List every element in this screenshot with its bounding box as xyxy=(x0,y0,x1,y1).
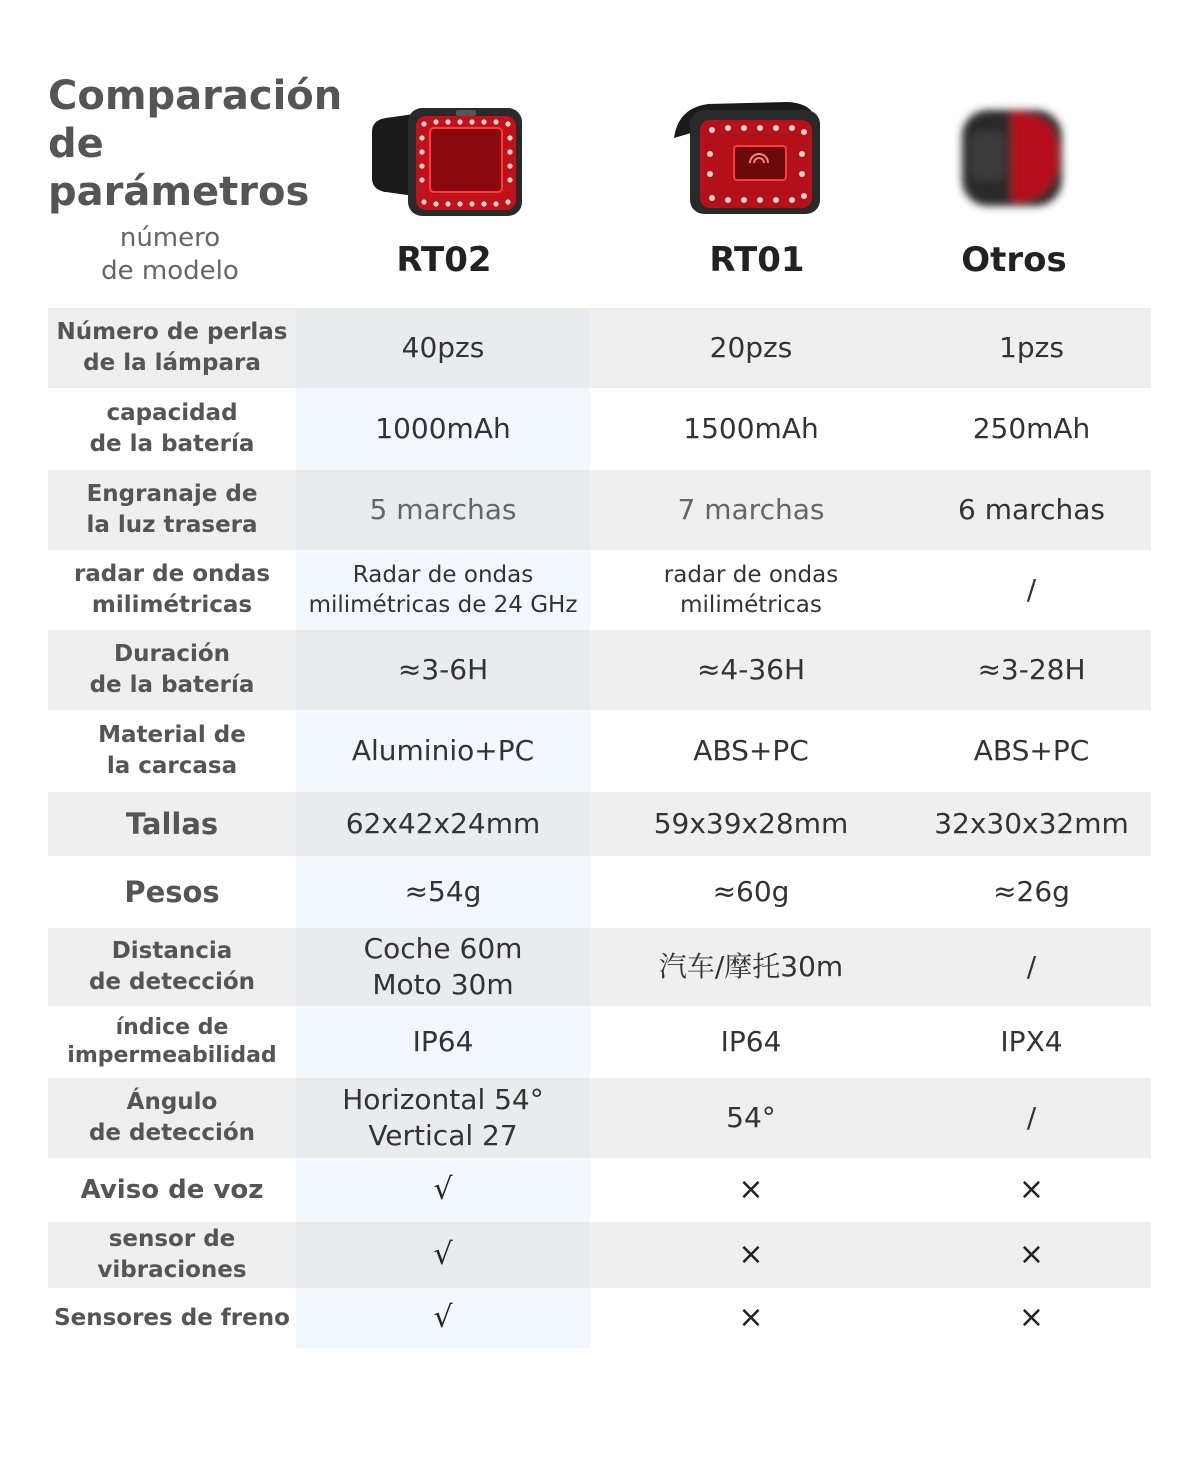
label-line: de la batería xyxy=(89,431,255,457)
row-label xyxy=(48,792,296,856)
row-label xyxy=(48,308,296,388)
cell-rt02 xyxy=(296,1006,590,1078)
cell-rt01 xyxy=(590,1222,912,1288)
row-label xyxy=(48,550,296,630)
value: ≈3-28H xyxy=(977,653,1086,686)
value: IP64 xyxy=(720,1025,782,1058)
cell-otros xyxy=(912,1006,1151,1078)
row-label xyxy=(48,928,296,1006)
label-line: Duración xyxy=(113,641,231,667)
model-name-rt02: RT02 xyxy=(396,240,492,280)
cell-otros xyxy=(912,1158,1151,1222)
label-line: impermeabilidad xyxy=(67,1043,277,1068)
cell-rt02 xyxy=(296,1158,590,1222)
row-label xyxy=(48,388,296,470)
table-row-vibration-sensor xyxy=(48,1222,1151,1288)
value: ≈60g xyxy=(712,875,790,908)
label-line: de detección xyxy=(88,969,256,995)
table-row-brake-sensors xyxy=(48,1288,1151,1348)
table-row-detection-angle xyxy=(48,1078,1151,1158)
cross-mark: × xyxy=(1018,1172,1045,1207)
rt01-taillight-image xyxy=(668,98,824,218)
value: Moto 30m xyxy=(372,968,514,1001)
value: / xyxy=(1026,573,1037,606)
table-row-detection-distance xyxy=(48,928,1151,1006)
value: 6 marchas xyxy=(958,493,1105,526)
cell-otros xyxy=(912,1288,1151,1348)
value: ≈4-36H xyxy=(696,653,806,686)
label-line: Distancia xyxy=(111,938,233,964)
cell-otros xyxy=(912,1222,1151,1288)
value: Vertical 27 xyxy=(368,1119,518,1152)
check-mark: √ xyxy=(433,1237,453,1272)
value: 1500mAh xyxy=(683,412,819,445)
row-label xyxy=(48,470,296,550)
cell-otros xyxy=(912,308,1151,388)
title-line-2: de parámetros xyxy=(48,121,310,215)
cell-rt01 xyxy=(590,710,912,792)
row-label xyxy=(48,630,296,710)
cell-rt02 xyxy=(296,470,590,550)
other-taillight-blurred-image xyxy=(952,96,1072,216)
check-mark: √ xyxy=(433,1172,453,1207)
value: 20pzs xyxy=(709,331,793,364)
cell-rt02 xyxy=(296,792,590,856)
cell-rt01 xyxy=(590,308,912,388)
value: 62x42x24mm xyxy=(345,807,541,840)
cell-rt02 xyxy=(296,630,590,710)
cell-rt02 xyxy=(296,550,590,630)
table-row-battery-life xyxy=(48,630,1151,710)
cross-mark: × xyxy=(1018,1237,1045,1272)
row-label xyxy=(48,1222,296,1288)
value: 250mAh xyxy=(972,412,1091,445)
cell-rt01 xyxy=(590,550,912,630)
value: 5 marchas xyxy=(369,493,517,526)
cell-rt02 xyxy=(296,308,590,388)
row-label xyxy=(48,710,296,792)
cell-rt01 xyxy=(590,928,912,1006)
label-line: vibraciones xyxy=(97,1257,247,1283)
label-line: radar de ondas xyxy=(73,561,271,587)
label-line: Pesos xyxy=(124,874,220,909)
table-row-housing-material xyxy=(48,710,1151,792)
label-line: Sensores de freno xyxy=(54,1304,290,1331)
row-label xyxy=(48,1078,296,1158)
cell-otros xyxy=(912,470,1151,550)
check-mark: √ xyxy=(433,1300,453,1335)
cell-rt02 xyxy=(296,1222,590,1288)
value: radar de ondas xyxy=(663,562,839,588)
cell-rt01 xyxy=(590,1006,912,1078)
cross-mark: × xyxy=(1018,1300,1045,1335)
cell-otros xyxy=(912,1078,1151,1158)
cell-otros xyxy=(912,388,1151,470)
label-line: la carcasa xyxy=(106,753,238,779)
value: ≈3-6H xyxy=(397,653,489,686)
value: IP64 xyxy=(412,1025,474,1058)
cell-rt01 xyxy=(590,470,912,550)
label-line: sensor de xyxy=(108,1226,236,1252)
cell-rt02 xyxy=(296,928,590,1006)
value: Radar de ondas xyxy=(352,562,534,588)
model-name-rt01: RT01 xyxy=(709,240,805,280)
value: 汽车/摩托30m xyxy=(658,950,844,983)
label-line: índice de xyxy=(115,1015,229,1040)
cell-rt01 xyxy=(590,1288,912,1348)
label-line: Material de xyxy=(98,722,246,748)
model-number-header xyxy=(48,222,292,288)
cell-rt02 xyxy=(296,388,590,470)
value: Aluminio+PC xyxy=(351,734,535,767)
value: milimétricas de 24 GHz xyxy=(308,592,578,618)
cell-rt02 xyxy=(296,710,590,792)
label-line: capacidad xyxy=(106,400,238,426)
value: 40pzs xyxy=(401,331,485,364)
cross-mark: × xyxy=(738,1237,764,1272)
row-label xyxy=(48,856,296,928)
cell-rt01 xyxy=(590,1158,912,1222)
cell-rt01 xyxy=(590,792,912,856)
table-row-light-gears xyxy=(48,470,1151,550)
value: / xyxy=(1026,1101,1037,1134)
cell-rt02 xyxy=(296,856,590,928)
value: / xyxy=(1026,950,1037,983)
label-line: Ángulo xyxy=(126,1089,218,1115)
row-label xyxy=(48,1288,296,1348)
table-row-sizes xyxy=(48,792,1151,856)
label-line: Aviso de voz xyxy=(80,1174,264,1205)
value: 1pzs xyxy=(999,331,1064,364)
cell-rt01 xyxy=(590,630,912,710)
cell-otros xyxy=(912,710,1151,792)
label-line: de detección xyxy=(88,1120,256,1146)
value: 1000mAh xyxy=(375,412,511,445)
cell-otros xyxy=(912,792,1151,856)
value: ABS+PC xyxy=(693,734,809,767)
title-line-1: Comparación xyxy=(48,73,343,119)
model-name-otros: Otros xyxy=(961,240,1067,280)
table-row-voice-alert xyxy=(48,1158,1151,1222)
value: Coche 60m xyxy=(363,932,523,965)
value: ≈54g xyxy=(404,875,482,908)
cross-mark: × xyxy=(738,1172,764,1207)
value: 54° xyxy=(726,1101,776,1134)
cell-otros xyxy=(912,856,1151,928)
row-label xyxy=(48,1006,296,1078)
model-header-line-1: número xyxy=(119,223,221,253)
label-line: de la lámpara xyxy=(83,350,261,376)
cell-rt02 xyxy=(296,1078,590,1158)
value: milimétricas xyxy=(680,592,822,618)
value: 59x39x28mm xyxy=(653,807,849,840)
value: 7 marchas xyxy=(677,493,825,526)
page-title xyxy=(48,72,368,216)
cell-otros xyxy=(912,928,1151,1006)
cell-rt01 xyxy=(590,856,912,928)
table-row-battery-capacity xyxy=(48,388,1151,470)
label-line: la luz trasera xyxy=(86,512,258,538)
cell-rt01 xyxy=(590,1078,912,1158)
value: Horizontal 54° xyxy=(342,1083,544,1116)
label-line: Tallas xyxy=(125,806,219,841)
value: ≈26g xyxy=(993,875,1070,908)
value: 32x30x32mm xyxy=(934,807,1129,840)
label-line: de la batería xyxy=(89,672,255,698)
comparison-table xyxy=(48,308,1151,1348)
table-row-lamp-beads xyxy=(48,308,1151,388)
cell-rt01 xyxy=(590,388,912,470)
cross-mark: × xyxy=(738,1300,764,1335)
value: IPX4 xyxy=(1000,1025,1063,1058)
label-line: milimétricas xyxy=(91,592,253,618)
cell-otros xyxy=(912,630,1151,710)
rt02-taillight-image xyxy=(368,104,524,220)
table-row-waterproof-index xyxy=(48,1006,1151,1078)
row-label xyxy=(48,1158,296,1222)
value: ABS+PC xyxy=(973,734,1090,767)
table-row-mmwave-radar xyxy=(48,550,1151,630)
cell-rt02 xyxy=(296,1288,590,1348)
label-line: Engranaje de xyxy=(86,481,258,507)
cell-otros xyxy=(912,550,1151,630)
label-line: Número de perlas xyxy=(56,319,288,345)
table-row-weights xyxy=(48,856,1151,928)
model-header-line-2: de modelo xyxy=(101,256,239,286)
